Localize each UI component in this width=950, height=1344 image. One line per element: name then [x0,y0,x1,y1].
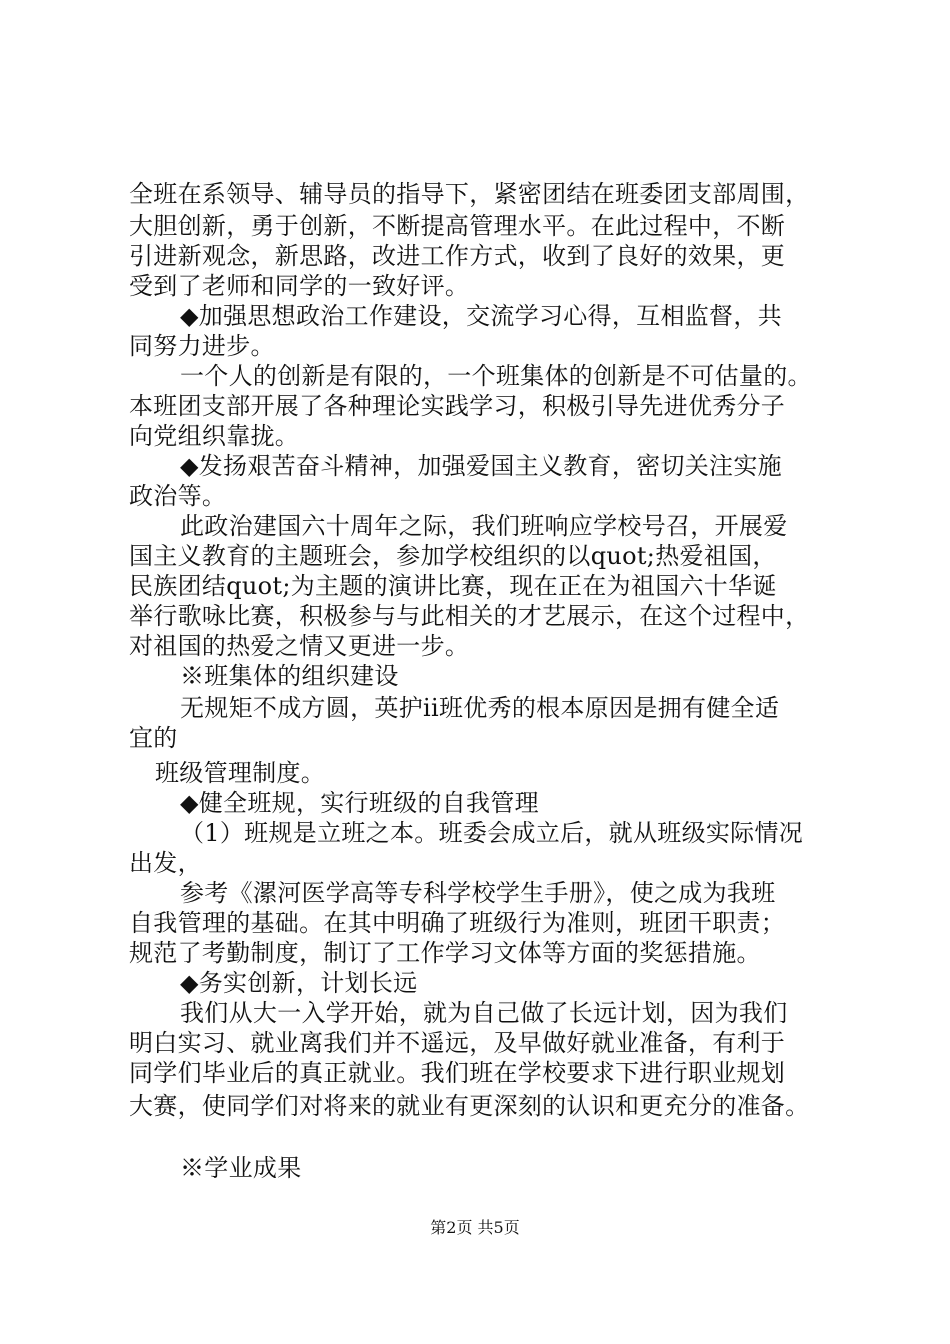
text-line: 自我管理的基础。在其中明确了班级行为准则，班团干职责； [129,909,786,937]
text-line: 大胆创新，勇于创新，不断提高管理水平。在此过程中，不断 [129,212,786,240]
text-line: 我们从大一入学开始，就为自己做了长远计划，因为我们 [180,999,788,1027]
bullet-heading: ◆发扬艰苦奋斗精神，加强爱国主义教育，密切关注实施 [180,452,782,480]
bullet-heading: ◆加强思想政治工作建设，交流学习心得，互相监督，共 [180,302,782,330]
text-line: 出发， [129,849,202,877]
text-line: 举行歌咏比赛，积极参与与此相关的才艺展示，在这个过程中， [129,602,810,630]
text-line: 向党组织靠拢。 [129,422,300,450]
text-line: 本班团支部开展了各种理论实践学习，积极引导先进优秀分子 [129,392,786,420]
text-line: 同努力进步。 [129,332,275,360]
text-line: 明白实习、就业离我们并不遥远，及早做好就业准备，有利于 [129,1029,786,1057]
page-number-footer: 第2页 共5页 [430,1218,520,1237]
section-heading: ※班集体的组织建设 [180,662,399,690]
text-line: 无规矩不成方圆，英护ii班优秀的根本原因是拥有健全适 [180,694,780,722]
text-line: 政治等。 [129,482,227,510]
text-line: 大赛，使同学们对将来的就业有更深刻的认识和更充分的准备。 [129,1092,810,1120]
text-line: 对祖国的热爱之情又更进一步。 [129,632,470,660]
text-line: 国主义教育的主题班会，参加学校组织的以quot;热爱祖国， [129,542,777,570]
text-line: 受到了老师和同学的一致好评。 [129,272,470,300]
bullet-heading: ◆务实创新，计划长远 [180,969,418,997]
section-heading: ※学业成果 [180,1154,302,1182]
text-line: 规范了考勤制度，制订了工作学习文体等方面的奖惩措施。 [129,939,761,967]
text-line: 班级管理制度。 [155,759,326,787]
text-line: 引进新观念，新思路，改进工作方式，收到了良好的效果，更 [129,242,786,270]
text-line: 一个人的创新是有限的，一个班集体的创新是不可估量的。 [180,362,812,390]
text-line: 同学们毕业后的真正就业。我们班在学校要求下进行职业规划 [129,1059,786,1087]
text-line: 全班在系领导、辅导员的指导下，紧密团结在班委团支部周围， [129,180,810,208]
text-line: 此政治建国六十周年之际，我们班响应学校号召，开展爱 [180,512,788,540]
text-line: 参考《漯河医学高等专科学校学生手册》，使之成为我班 [180,879,776,907]
text-line: 宜的 [129,724,178,752]
bullet-heading: ◆健全班规，实行班级的自我管理 [180,789,539,817]
text-line: 民族团结quot;为主题的演讲比赛，现在正在为祖国六十华诞 [129,572,777,600]
text-line: （1）班规是立班之本。班委会成立后，就从班级实际情况 [180,819,804,847]
